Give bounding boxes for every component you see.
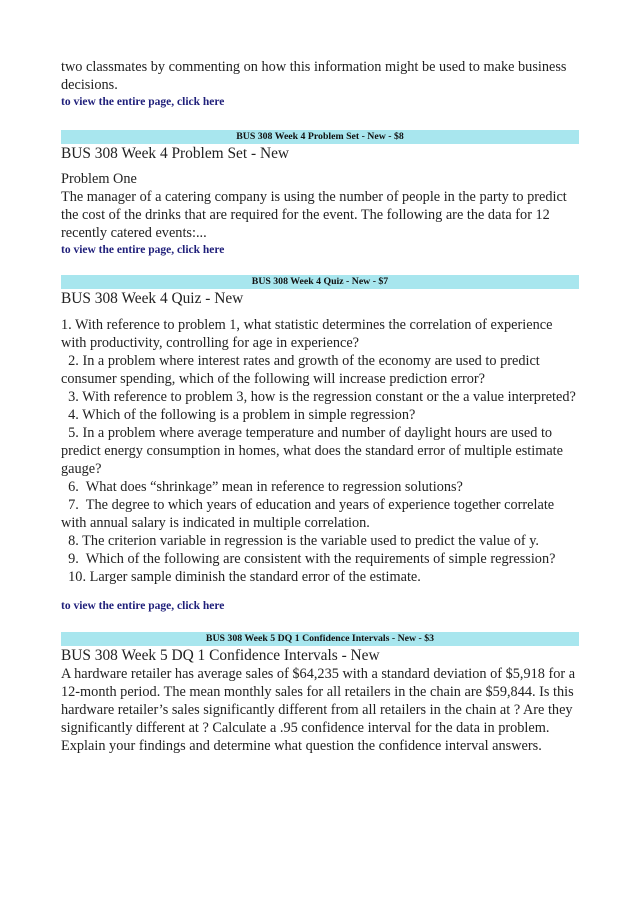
intro-text: two classmates by commenting on how this information might be used to make business decisions. — [61, 59, 567, 93]
quiz-question-list — [61, 316, 579, 586]
quiz-question: 2. In a problem where interest rates and growth of the economy are used to predict consumer spending, which of the following will increase prediction error? — [61, 353, 540, 387]
document-page — [61, 58, 579, 755]
dq-body: A hardware retailer has average sales of $64,235 with a standard deviation of $5,918 for a 12-month period. The mean monthly sales for all retailers in the chain are $59,844. Is this hardware retailer’s sales significantly different from all retailers in the chain at ? Are they significantly different at ? Calculate a .95 confidence interval for the data in problem. — [61, 666, 576, 736]
quiz-question: 10. Larger sample diminish the standard error of the estimate. — [61, 569, 421, 585]
quiz-question: 6. What does “shrinkage” mean in reference to regression solutions? — [61, 479, 463, 495]
quiz-question: 1. With reference to problem 1, what statistic determines the correlation of experience with productivity, controlling for age in experience? — [61, 317, 553, 351]
dq-body-continued: Explain your findings and determine what question the confidence interval answers. — [61, 738, 542, 754]
quiz-question: 5. In a problem where average temperature and number of daylight hours are used to predict energy consumption in homes, what does the standard error of multiple estimate gauge? — [61, 425, 563, 477]
problem-set-body: The manager of a catering company is using the number of people in the party to predict the cost of the drinks that are required for the event. The following are the data for 12 recently catered events:... — [61, 189, 567, 241]
quiz-question: 7. The degree to which years of education and years of experience together correlate with annual salary is indicated in multiple correlation. — [61, 497, 555, 531]
problem-set-heading: BUS 308 Week 4 Problem Set - New — [61, 145, 290, 162]
quiz-question: 9. Which of the following are consistent with the requirements of simple regression? — [61, 551, 556, 567]
quiz-bar: BUS 308 Week 4 Quiz - New - $7 — [61, 275, 579, 289]
problem-set-view-link[interactable]: to view the entire page, click here — [61, 244, 225, 256]
quiz-question: 4. Which of the following is a problem in simple regression? — [61, 407, 416, 423]
dq-bar: BUS 308 Week 5 DQ 1 Confidence Intervals - New - $3 — [61, 632, 579, 646]
problem-set-bar: BUS 308 Week 4 Problem Set - New - $8 — [61, 130, 579, 144]
quiz-question: 8. The criterion variable in regression is the variable used to predict the value of y. — [61, 533, 539, 549]
intro-view-link[interactable]: to view the entire page, click here — [61, 96, 225, 108]
problem-set-subheading: Problem One — [61, 171, 137, 187]
quiz-heading: BUS 308 Week 4 Quiz - New — [61, 290, 244, 307]
quiz-question: 3. With reference to problem 3, how is the regression constant or the a value interpreted? — [61, 389, 576, 405]
quiz-view-link[interactable]: to view the entire page, click here — [61, 600, 225, 612]
dq-heading: BUS 308 Week 5 DQ 1 Confidence Intervals - New — [61, 647, 380, 664]
